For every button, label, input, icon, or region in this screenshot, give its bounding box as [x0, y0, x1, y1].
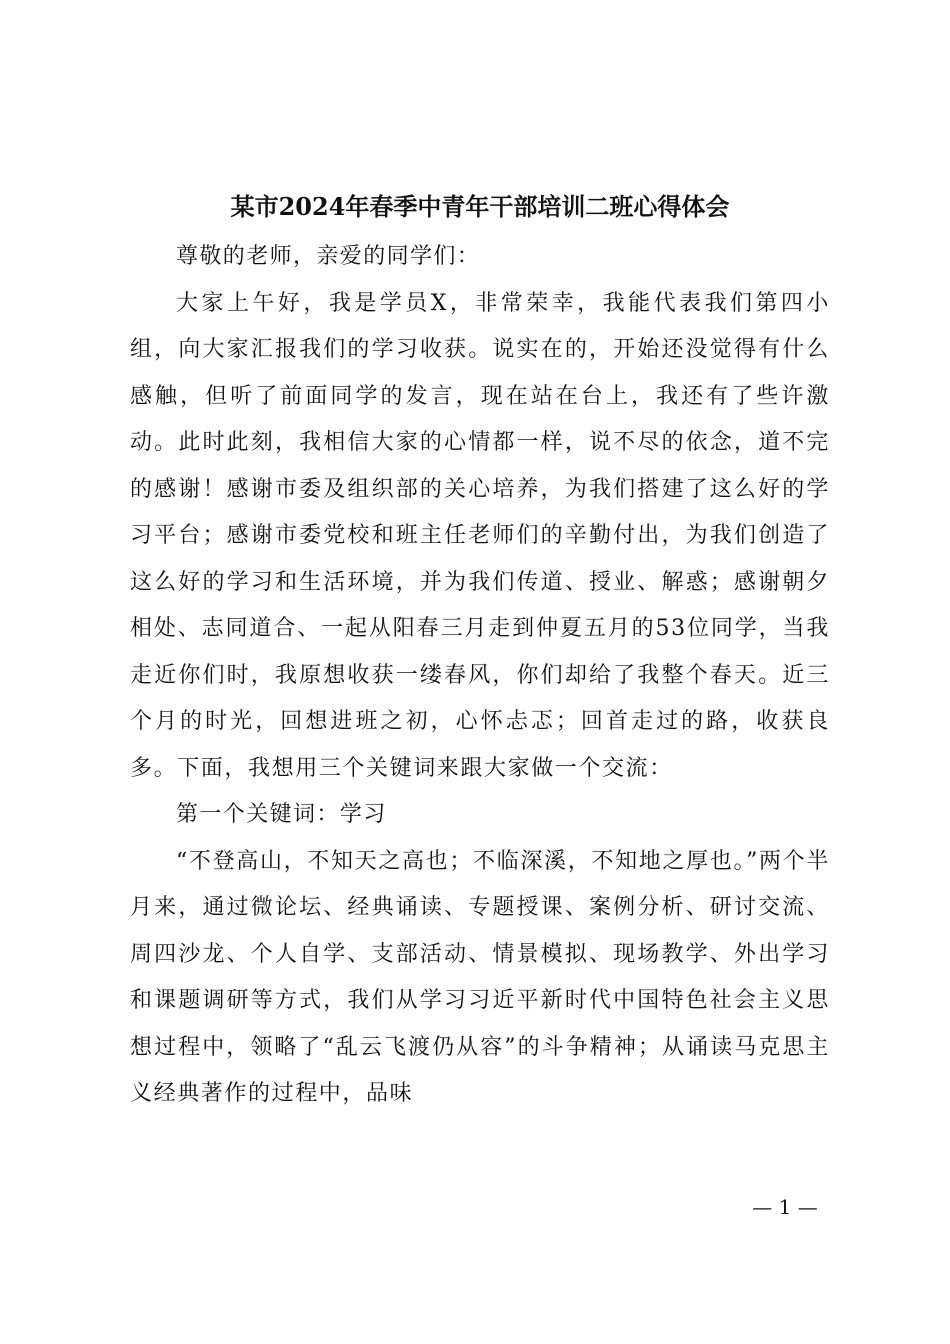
section-heading: 第一个关键词：学习: [176, 802, 387, 827]
body-paragraph: “不登高山，不知天之高也；不临深溪，不知地之厚也。”两个半月来，通过微论坛、经典诵读、专题授课、案例分析、研讨交流、周四沙龙、个人自学、支部活动、情景模拟、现场教学、外出学习和课题调研等方式，我们从学习习近平新时代中国特色社会主义思想过程中，领略了“乱云飞渡仍从容”的斗争精神；从诵读马克思主义经典著作的过程中，品味: [130, 848, 830, 1106]
salutation-paragraph: 尊敬的老师，亲爱的同学们：: [176, 244, 481, 269]
document-title: 某市2024年春季中青年干部培训二班心得体会: [230, 192, 730, 221]
body-paragraph: 大家上午好，我是学员X，非常荣幸，我能代表我们第四小组，向大家汇报我们的学习收获。说实在的，开始还没觉得有什么感触，但听了前面同学的发言，现在站在台上，我还有了些许激动。此时此刻，我相信大家的心情都一样，说不尽的依念，道不完的感谢！感谢市委及组织部的关心培养，为我们搭建了这么好的学习平台；感谢市委党校和班主任老师们的辛勤付出，为我们创造了这么好的学习和生活环境，并为我们传道、授业、解惑；感谢朝夕相处、志同道合、一起从阳春三月走到仲夏五月的53位同学，当我走近你们时，我原想收获一缕春风，你们却给了我整个春天。近三个月的时光，回想进班之初，心怀忐忑；回首走过的路，收获良多。下面，我想用三个关键词来跟大家做一个交流：: [130, 290, 830, 781]
page-number: — 1 —: [752, 1195, 818, 1219]
document-body: [130, 234, 830, 1118]
